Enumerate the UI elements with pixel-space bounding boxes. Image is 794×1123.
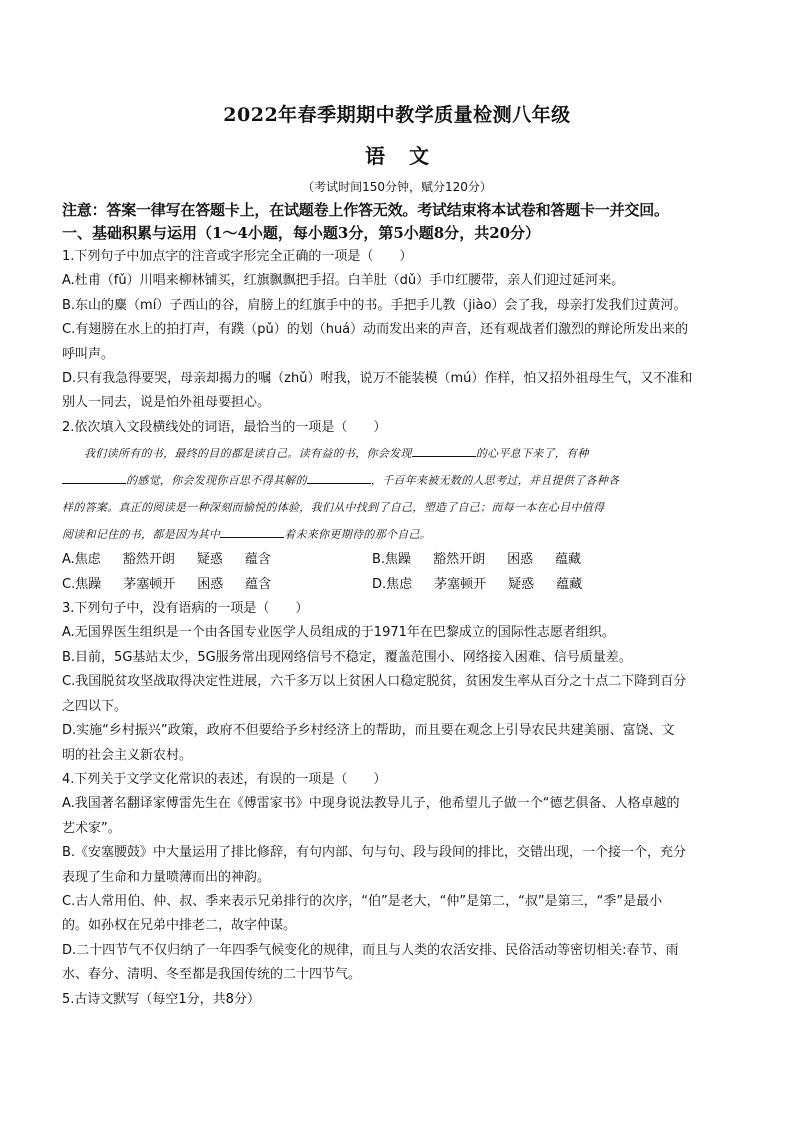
option-word: 茅塞顿开	[434, 576, 487, 592]
option-word: 蕴藏	[556, 576, 583, 592]
option-word: 蕴含	[245, 576, 272, 592]
question-4-option-c-line2: 的。如孙权在兄弟中排老二，故字仲谋。	[62, 918, 297, 934]
passage-text: 我们读所有的书，最终的目的都是读自己。读有益的书，你会发现	[84, 447, 412, 461]
question-4-stem: 4.下列关于文学文化常识的表述，有误的一项是（ ）	[62, 771, 387, 787]
question-3-stem: 3.下列句子中，没有语病的一项是（ ）	[62, 601, 309, 617]
passage-text: ，千百年来被无数的人思考过，并且提供了各种各	[370, 474, 620, 488]
question-2-stem: 2.依次填入文段横线处的词语，最恰当的一项是（ ）	[62, 419, 387, 435]
question-1-option-c-line1: C.有翅膀在水上的拍打声，有蹼（pǔ）的划（huá）动而发出来的声音，还有观战者们激烈的辩论所发出来的	[62, 322, 689, 338]
option-word: 豁然开朗	[122, 552, 175, 568]
subject-title: 语文	[365, 144, 453, 168]
question-4-option-a-line2: 艺术家”。	[62, 820, 121, 836]
question-3-option-c-line2: 之四以下。	[62, 698, 128, 714]
question-4-option-c-line1: C.古人常用伯、仲、叔、季来表示兄弟排行的次序，“伯”是老大，“仲”是第二，“叔”是第三，“季”是最小	[62, 893, 663, 909]
question-2-passage	[62, 440, 734, 548]
question-3-option-b: B.目前，5G基站太少，5G服务常出现网络信号不稳定，覆盖范围小、网络接入困难、信号质量差。	[62, 649, 632, 665]
question-2-option-d	[372, 573, 682, 597]
question-4-option-a-line1: A.我国著名翻译家傅雷先生在《傅雷家书》中现身说法教导儿子，他希望儿子做一个“德艺俱备、人格卓越的	[62, 796, 680, 812]
question-4-option-b-line2: 表现了生命和力量喷薄而出的神韵。	[62, 869, 271, 885]
option-word: 豁然开朗	[433, 552, 486, 568]
option-word: 蕴含	[244, 552, 271, 568]
question-3-option-d-line1: D.实施“乡村振兴”政策，政府不但要给予乡村经济上的帮助，而且要在观念上引导农民共建美丽、富饶、文	[62, 723, 675, 739]
notice-text: 注意：答案一律写在答题卡上，在试题卷上作答无效。考试结束将本试卷和答题卡一并交回。	[62, 201, 669, 219]
option-word: C.焦躁	[62, 576, 102, 592]
question-3-option-a: A.无国界医生组织是一个由各国专业医学人员组成的于1971年在巴黎成立的国际性志愿者组织。	[62, 625, 615, 641]
question-1-option-d-line2: 别人一同去，说是怕外祖母要担心。	[62, 395, 271, 411]
question-2-options-row-2	[62, 573, 734, 597]
option-word: B.焦躁	[372, 552, 412, 568]
time-info: （考试时间150分钟，赋分120分）	[302, 180, 492, 194]
question-4-option-b-line1: B.《安塞腰鼓》中大量运用了排比修辞，有句内部、句与句、段与段间的排比，交错出现，一个接一个，充分	[62, 845, 687, 861]
option-word: D.焦虑	[372, 576, 413, 592]
question-1-option-c-line2: 呼叫声。	[62, 346, 115, 362]
question-4-option-d-line1: D.二十四节气不仅归纳了一年四季气候变化的规律，而且与人类的农活安排、民俗活动等密切相关:春节、雨	[62, 942, 679, 958]
question-1-stem: 1.下列句子中加点字的注音或字形完全正确的一项是（ ）	[62, 249, 413, 264]
fill-blank-2	[62, 471, 126, 484]
passage-text: 着未来你更期待的那个自己。	[284, 528, 432, 542]
question-2-options-row-1	[62, 548, 734, 572]
option-word: 困惑	[507, 552, 534, 568]
question-3-option-c-line1: C.我国脱贫攻坚战取得决定性进展，六千多万以上贫困人口稳定脱贫，贫困发生率从百分之十点二下降到百分	[62, 674, 687, 690]
question-4-option-d-line2: 水、春分、清明、冬至都是我国传统的二十四节气。	[62, 967, 362, 983]
option-word: 茅塞顿开	[123, 576, 176, 592]
page-title: 2022年春季期期中教学质量检测八年级	[223, 104, 571, 126]
option-word: 疑惑	[508, 576, 535, 592]
fill-blank-1	[412, 444, 476, 457]
question-3-option-d-line2: 明的社会主义新农村。	[62, 747, 193, 763]
question-1-option-b: B.东山的麋（mí）子西山的谷，肩膀上的红旗手中的书。手把手儿教（jiào）会了我，母亲打发我们过黄河。	[62, 297, 687, 313]
passage-text: 样的答案。真正的阅读是一种深刻而愉悦的体验，我们从中找到了自己，塑造了自己；而每一本在心目中值得	[62, 501, 605, 515]
passage-text: 阅读和记住的书，都是因为其中	[62, 528, 221, 542]
fill-blank-3	[307, 471, 371, 484]
questions-body	[62, 245, 734, 1012]
passage-text: 的感觉，你会发现你百思不得其解的	[126, 474, 307, 488]
question-5-stem: 5.古诗文默写（每空1分，共8分）	[62, 991, 260, 1007]
option-word: 疑惑	[196, 552, 223, 568]
section-heading: 一、基础积累与运用（1～4小题，每小题3分，第5小题8分，共20分）	[62, 224, 541, 242]
question-2-option-b	[372, 548, 682, 572]
question-1-option-d-line1: D.只有我急得要哭，母亲却揭力的嘱（zhǔ）咐我，说万不能装模（mú）作样，怕又招外祖母生气，又不准和	[62, 371, 693, 387]
option-word: 蕴藏	[555, 552, 582, 568]
fill-blank-4	[220, 525, 284, 538]
question-2-option-a	[62, 548, 372, 572]
option-word: 困惑	[197, 576, 224, 592]
option-word: A.焦虑	[62, 552, 101, 568]
passage-text: 的心平息下来了，有种	[475, 447, 589, 461]
question-2-option-c	[62, 573, 372, 597]
question-1-option-a: A.杜甫（fǔ）川唱来柳林铺买，红旗飘飘把手招。白羊肚（dǔ）手巾红腰带，亲人们迎过延河来。	[62, 273, 625, 289]
